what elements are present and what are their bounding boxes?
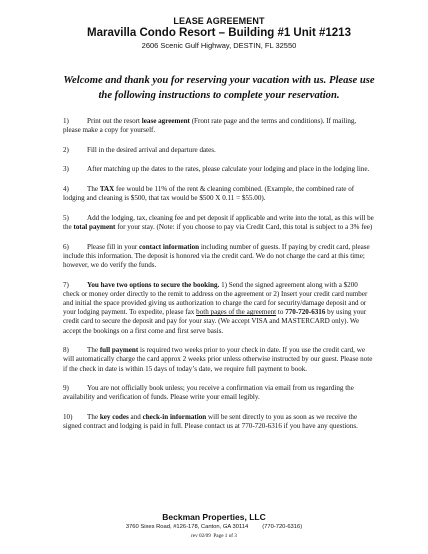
instruction-item-3: 3) After matching up the dates to the rates, please calculate your lodging and place in the lodging line. — [63, 165, 370, 174]
document-title: LEASE AGREEMENT — [173, 16, 265, 26]
property-name: Maravilla Condo Resort – Building #1 Unit #1213 — [87, 27, 351, 39]
welcome-message: Welcome and thank you for reserving your vacation with us. Please use the following instructions to complete your reservation. — [63, 75, 375, 101]
page-number: Page 1 of 3 — [213, 533, 237, 539]
instruction-item-6: 6) Please fill in your contact information including number of guests. If paying by credit card, please include this information. The deposit is honored via the credit card. We do not charge the card at this time; however, we do verify the funds. — [63, 242, 370, 269]
footer-company: Beckman Properties, LLC — [162, 512, 266, 522]
revision-label: rev 02/09 — [191, 533, 211, 539]
instruction-list — [63, 117, 375, 431]
instruction-item-7: 7) You have two options to secure the booking. 1) Send the signed agreement along with a $200 check or money order directly to the remit to address on the agreement or 2) Insert your credit card number and initial the space provided giving us authorization to charge the card for security/damage deposit and or your lodging payment. To expedite, please fax both pages of the agreement to 770-720-6316 by using your credit card to secure the deposit and pay for your stay. (We accept VISA and MASTERCARD only). We accept the bookings on a first come and first serve basis. — [63, 280, 368, 335]
footer-contact — [0, 524, 428, 530]
instruction-item-10: 10) The key codes and check-in information will be sent directly to you as soon as we receive the signed contract and lodging is paid in full. Please contact us at 770-720-6316 if you have any questions. — [63, 412, 358, 431]
instruction-item-5: 5) Add the lodging, tax, cleaning fee and pet deposit if applicable and write into the total, as this will be the total payment for your stay. (Note: if you choose to pay via Credit Card, this total is subject to a 3% fee) — [63, 213, 374, 231]
footer-phone: (770-720-6316) — [262, 524, 303, 530]
footer-address: 3760 Sixes Road, #126-178, Canton, GA 30114 — [125, 524, 249, 530]
instruction-item-1: 1) Print out the resort lease agreement (Front rate page and the terms and conditions). If mailing, please make a copy for yourself. — [63, 117, 357, 135]
document-header — [63, 16, 375, 50]
footer-page-info — [0, 533, 428, 539]
instruction-item-8: 8) The full payment is required two weeks prior to your check in date. If you use the credit card, we will automatically charge the card approx 2 weeks prior unless otherwise instructed by our guest. Please note if the check in date is within 15 days of today’s date, we require full payment to book. — [63, 346, 373, 373]
property-address: 2606 Scenic Gulf Highway, DESTIN, FL 32550 — [141, 41, 297, 50]
instruction-item-9: 9) You are not officially book unless; you receive a confirmation via email from us regarding the availability and verification of funds. Please write your email legibly. — [63, 384, 354, 402]
instruction-item-4: 4) The TAX fee would be 11% of the rent & cleaning combined. (Example, the combined rate of lodging and cleaning is $500, that tax would be $500 X 0.11 = $55.00). — [63, 184, 355, 203]
instruction-item-2: 2) Fill in the desired arrival and departure dates. — [63, 145, 216, 154]
